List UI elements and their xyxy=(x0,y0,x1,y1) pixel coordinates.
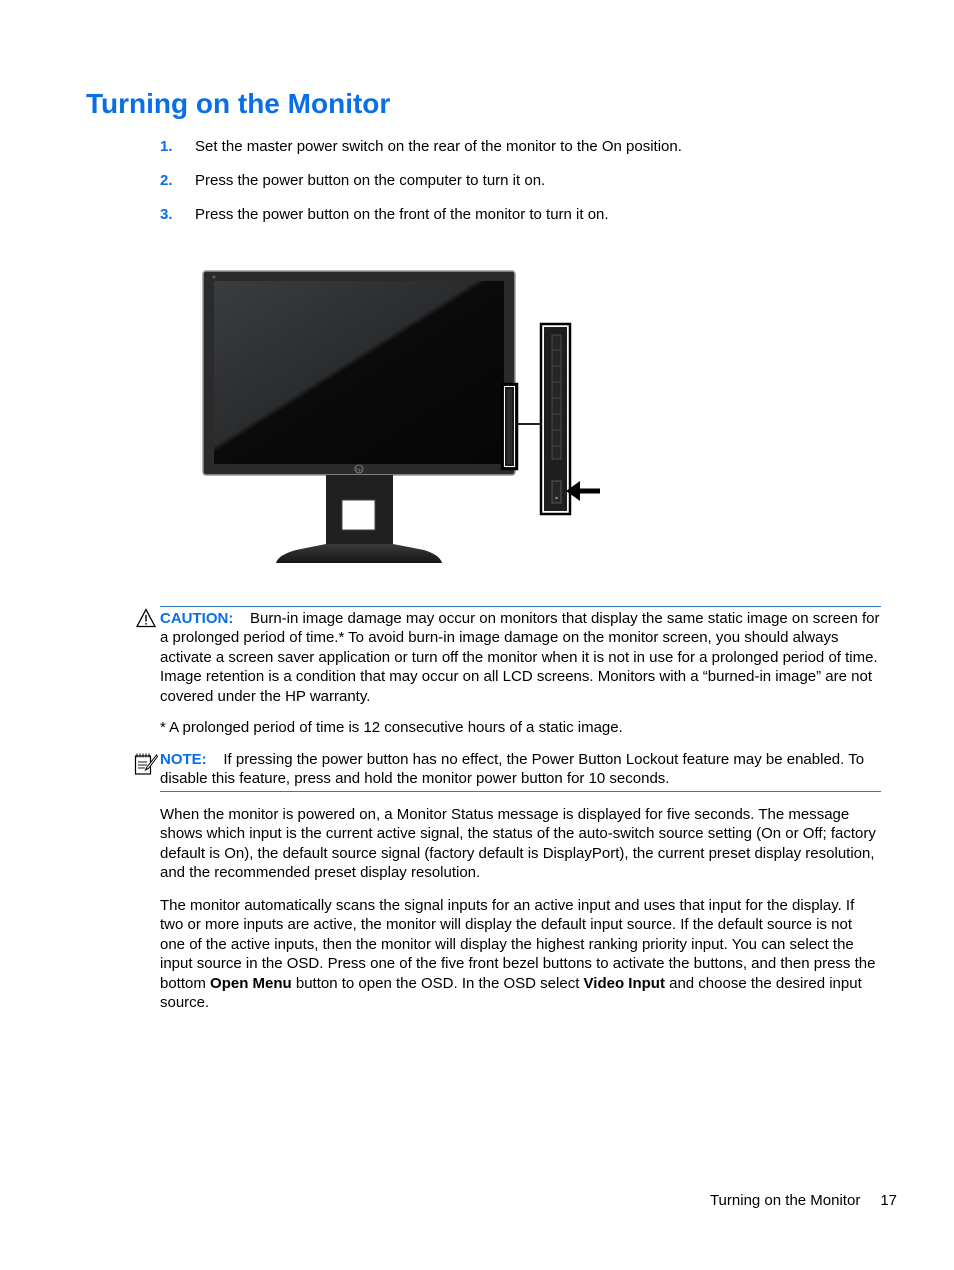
stand-cable-hole xyxy=(342,500,375,530)
power-button xyxy=(552,481,561,503)
step-number: 2. xyxy=(160,172,173,189)
bold-video-input: Video Input xyxy=(583,974,665,992)
body-paragraph-inputs xyxy=(160,896,881,1012)
note-text: If pressing the power button has no effect, the Power Button Lockout feature may be enabled. To disable this feature, press and hold the monitor power button for 10 seconds. xyxy=(160,751,865,788)
step-number: 1. xyxy=(160,138,173,155)
caution-paragraph xyxy=(160,609,881,706)
text-span: button to open the OSD. In the OSD select xyxy=(291,974,584,992)
caution-text: Burn-in image damage may occur on monitors that display the same static image on screen for a prolonged period of time.* To avoid burn-in image damage on the monitor screen, you should always activate a screen saver application or turn off the monitor when it is not in use for a prolonged period of time. Image retention is a condition that may occur on all LCD screens. Monitors with a “burned-in image” are not covered under the HP warranty. xyxy=(160,610,880,705)
hp-logo-text: hp xyxy=(356,468,362,473)
note-label: NOTE: xyxy=(160,751,207,768)
step-text: Press the power button on the computer to turn it on. xyxy=(195,172,546,189)
note-pad-icon xyxy=(134,752,158,776)
caution-label: CAUTION: xyxy=(160,610,234,627)
caution-box xyxy=(160,606,881,706)
page-title: Turning on the Monitor xyxy=(86,88,391,119)
list-item xyxy=(160,172,880,206)
body-paragraph-status: When the monitor is powered on, a Monitor Status message is displayed for five seconds. The message shows which input is the current active signal, the status of the auto-switch source setting (On or Off; factory default is On), the default source signal (factory default is DisplayPort), the current preset display resolution, and the recommended preset display resolution. xyxy=(160,806,876,882)
text-span: and choose the desired input source. xyxy=(160,974,862,1012)
list-item xyxy=(160,138,880,172)
note-box xyxy=(160,750,881,792)
text-span: The monitor automatically scans the signal inputs for an active input and uses that input for the display. If two or more inputs are active, the monitor will display the default input source. If the default source is not one of the active inputs, then the monitor will display the highest ranking priority input. You can select the input source in the OSD. Press one of the five front bezel buttons to activate the buttons, and then press the bottom xyxy=(160,897,876,992)
page-number: 17 xyxy=(880,1192,897,1209)
warning-triangle-icon xyxy=(136,608,156,628)
footnote: * A prolonged period of time is 12 consecutive hours of a static image. xyxy=(160,719,623,736)
page-footer xyxy=(600,1192,897,1210)
monitor-illustration xyxy=(200,268,610,573)
monitor-screen xyxy=(214,281,504,464)
steps-list xyxy=(160,138,880,240)
step-text: Press the power button on the front of the monitor to turn it on. xyxy=(195,206,609,223)
bold-open-menu: Open Menu xyxy=(210,974,292,992)
step-number: 3. xyxy=(160,206,173,223)
monitor-base xyxy=(276,544,442,563)
monitor-image xyxy=(200,268,610,573)
step-text: Set the master power switch on the rear of the monitor to the On position. xyxy=(195,138,682,155)
list-item xyxy=(160,206,880,240)
note-paragraph xyxy=(160,750,881,789)
footer-section-title: Turning on the Monitor xyxy=(709,1192,861,1209)
